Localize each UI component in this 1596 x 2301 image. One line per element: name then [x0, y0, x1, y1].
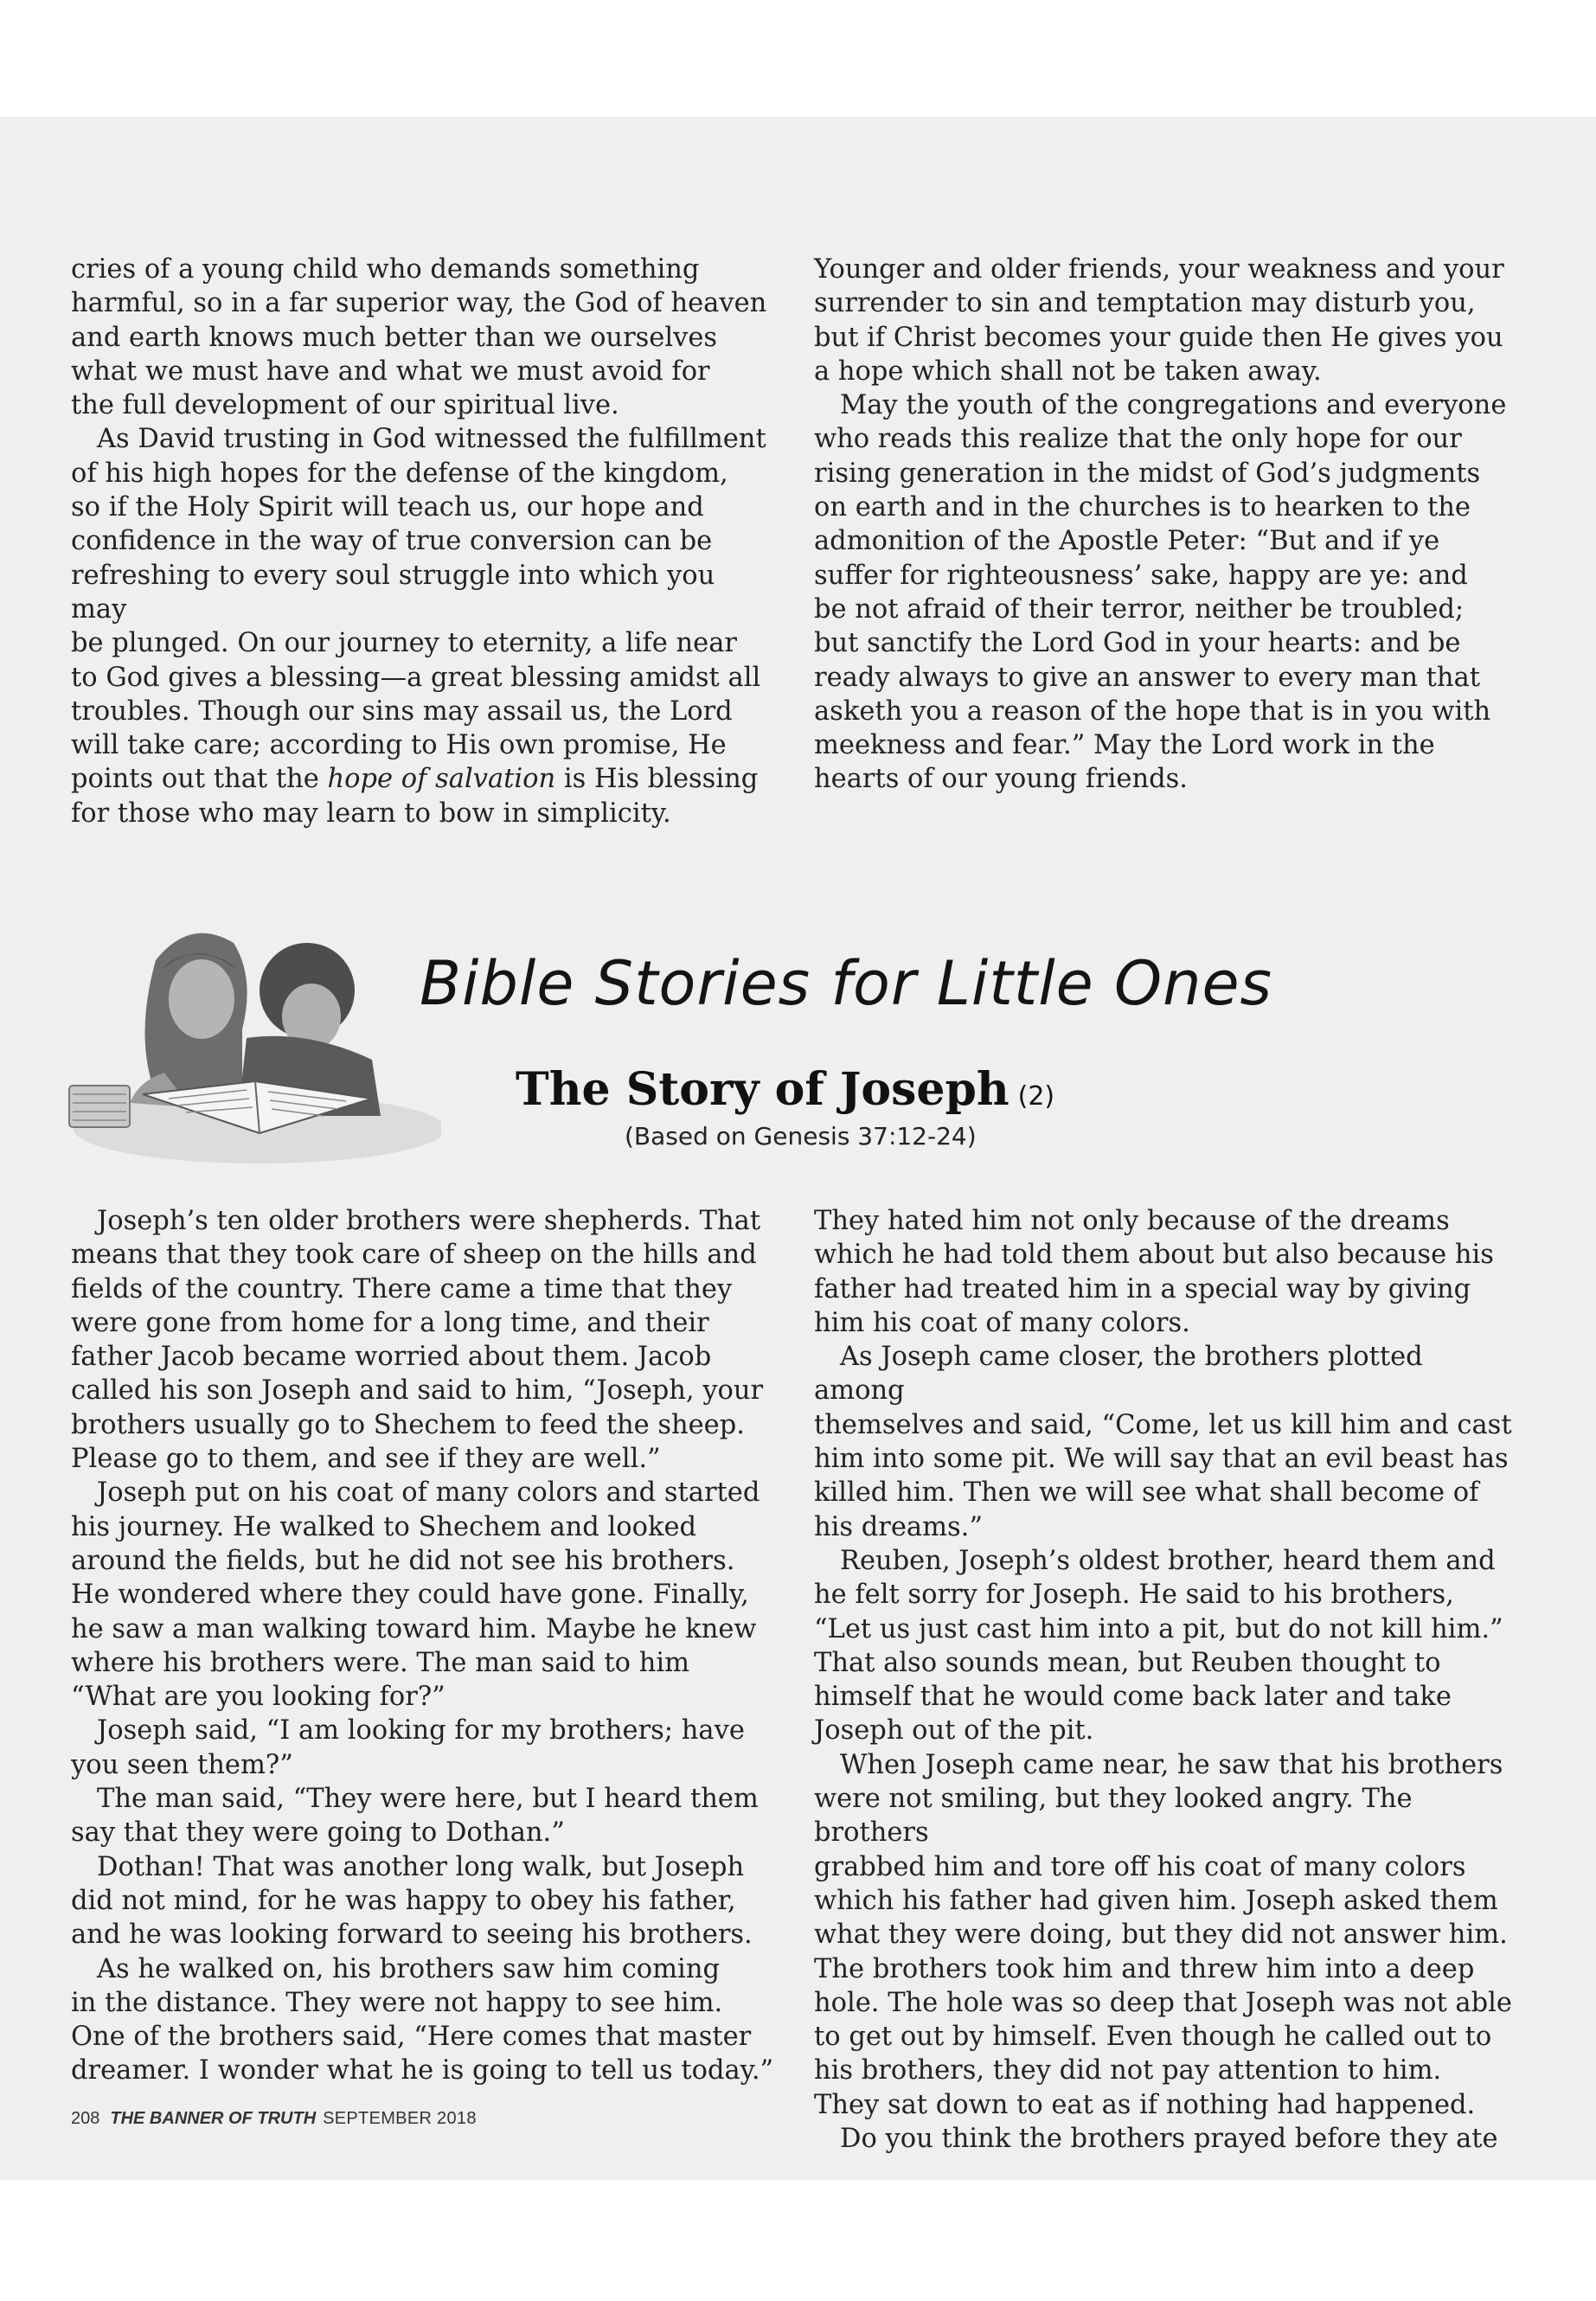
paragraph: As he walked on, his brothers saw him coming in the distance. They were not happy to see him. One of the brothers said, “Here comes that master dreamer. I wonder what he is going to tell us today.”: [71, 1953, 774, 2086]
series-title: Bible Stories for Little Ones: [420, 948, 1272, 1019]
scripture-reference: (Based on Genesis 37:12-24): [625, 1122, 977, 1150]
story-part: (2): [1017, 1081, 1055, 1112]
story-title: [516, 1060, 1294, 1127]
paragraph: When Joseph came near, he saw that his brothers were not smiling, but they looked angry. The brothers grabbed him and tore off his coat of many colors which his father had given him. Joseph asked them what they were doing, but they did not answer him. The brothers took him and threw him into a deep hole. The hole was so deep that Joseph was not able to get out by himself. Even though he called out to his brothers, they did not pay attention to him. They sat down to eat as if nothing had happened.: [814, 1749, 1512, 2120]
paragraph-text: As David trusting in God witnessed the fulfillment of his high hopes for the defense of the kingdom, so if the Holy Spirit will teach us, our hope and confidence in the way of true conversion can be refreshing to every soul struggle into which you may be plunged. On our journey to eternity, a life near to God gives a blessing—a great blessing amidst all troubles. Though our sins may assail us, the Lord will take care; according to His own promise, He points out that the: [71, 424, 766, 795]
paragraph: Joseph’s ten older brothers were shepherds. That means that they took care of sheep on the hills and fields of the country. There came a time that they were gone from home for a long time, and their father Jacob became worried about them. Jacob called his son Joseph and said to him, “Joseph, your brothers usually go to Shechem to feed the sheep. Please go to them, and see if they are well.”: [71, 1206, 764, 1475]
story-right-column: [814, 1204, 1519, 2156]
paragraph: cries of a young child who demands something harmful, so in a far superior way, the God of heaven and earth knows much better than we ourselves what we must have and what we must avoid for the full development of our spiritual live.: [71, 254, 767, 421]
publication-name: THE BANNER OF TRUTH: [110, 2109, 317, 2128]
paragraph: Do you think the brothers prayed before they ate: [840, 2124, 1498, 2155]
story-title-text: The Story of Joseph: [516, 1063, 1010, 1116]
paragraph: Younger and older friends, your weakness and your surrender to sin and temptation may disturb you, but if Christ becomes your guide then He gives you a hope which shall not be taken away.: [814, 254, 1504, 387]
paragraph: They hated him not only because of the dreams which he had told them about but also because his father had treated him in a special way by giving him his coat of many colors.: [814, 1206, 1494, 1338]
paragraph: [71, 422, 776, 830]
paragraph: May the youth of the congregations and everyone who reads this realize that the only hope for our rising generation in the midst of God’s judgments on earth and in the churches is to hearken to the admonition of the Apostle Peter: “But and if ye suffer for righteousness’ sake, happy are ye: and be not afraid of their terror, neither be troubled; but sanctify the Lord God in your hearts: and be ready always to give an answer to every man that asketh you a reason of the hope that is in you with meekness and fear.” May the Lord work in the hearts of our young friends.: [814, 390, 1507, 795]
paragraph: Joseph said, “I am looking for my brothers; have you seen them?”: [71, 1715, 745, 1780]
page-number: 208: [71, 2109, 100, 2128]
paragraph: The man said, “They were here, but I heard them say that they were going to Dothan.”: [71, 1784, 759, 1849]
paragraph: Joseph put on his coat of many colors and started his journey. He walked to Shechem and looked around the fields, but he did not see his brothers. He wondered where they could have gone. Finally, he saw a man walking toward him. Maybe he knew where his brothers were. The man said to him “What are you looking for?”: [71, 1477, 760, 1713]
page-footer: [71, 2107, 849, 2130]
top-right-column: [814, 253, 1519, 797]
paragraph: As Joseph came closer, the brothers plotted among themselves and said, “Come, let us kill him and cast him into some pit. We will say that an evil beast has killed him. Then we will see what shall become of his dreams.”: [814, 1342, 1512, 1542]
paragraph: Dothan! That was another long walk, but Joseph did not mind, for he was happy to obey his father, and he was looking forward to seeing his brothers.: [71, 1851, 753, 1951]
emphasis-text: hope of salvation: [327, 764, 556, 795]
children-reading-illustration: [61, 908, 441, 1168]
top-left-column: [71, 253, 776, 830]
story-left-column: [71, 1204, 776, 2088]
paragraph: Reuben, Joseph’s oldest brother, heard them and he felt sorry for Joseph. He said to his brothers, “Let us just cast him into a pit, but do not kill him.” That also sounds mean, but Reuben thought to himself that he would come back later and take Joseph out of the pit.: [814, 1545, 1503, 1747]
paragraph-text: is His blessing for those who may learn to bow in simplicity.: [71, 764, 759, 829]
issue-date: SEPTEMBER 2018: [323, 2109, 477, 2128]
